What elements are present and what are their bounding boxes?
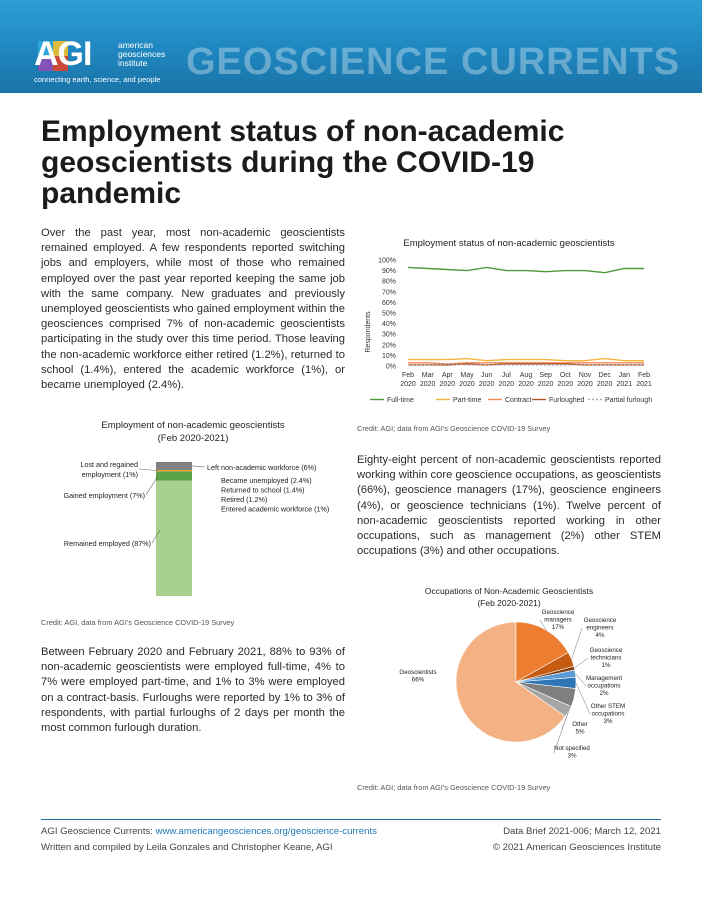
- x-tick-label: 2021: [616, 381, 633, 388]
- x-tick-label: 2020: [577, 381, 593, 388]
- line-chart-credit: Credit: AGI; data from AGI's Geoscience COVID-19 Survey: [357, 424, 551, 433]
- footer-copyright: © 2021 American Geosciences Institute: [492, 842, 661, 853]
- pie-label: Not specified: [554, 745, 590, 752]
- line-chart-ylabel: Respondents: [365, 311, 372, 353]
- footer-currents: AGI Geoscience Currents: www.americangeosciences.org/geoscience-currents: [41, 826, 377, 837]
- pie-label: Geoscience: [583, 617, 617, 624]
- leader-line: [575, 674, 586, 686]
- footer-databrief: Data Brief 2021-006; March 12, 2021: [503, 826, 661, 837]
- employment-status-line-chart: [356, 232, 662, 410]
- bar-label-lost: employment (1%): [81, 470, 138, 479]
- x-tick-label: 2020: [478, 381, 495, 388]
- bar-segment: [156, 470, 192, 471]
- y-tick-label: 50%: [381, 310, 396, 318]
- bar-segment: [156, 471, 192, 480]
- bar-label-remained: Remained employed (87%): [63, 539, 151, 548]
- x-tick-label: 2020: [400, 381, 416, 388]
- pie-label: 3%: [603, 718, 613, 725]
- x-tick-label: 2020: [439, 381, 456, 388]
- legend-label: Furloughed: [549, 397, 585, 404]
- pie-label: 3%: [567, 752, 577, 760]
- bar-label-lost: Lost and regained: [80, 460, 138, 469]
- y-tick-label: 40%: [381, 321, 396, 329]
- x-tick-label: Dec: [598, 372, 611, 379]
- x-tick-label: Jul: [501, 372, 511, 379]
- occupations-paragraph: Eighty-eight percent of non-academic geoscientists reported working within core geoscience occupations, as geoscientists (66%), geoscience managers (17%), geoscience engineers (4%), or geoscience technicians (1%). Twelve percent of non-academic geoscientists reported working in other occupations, such as management (2%) other STEM occupations (3%) and other occupations.: [357, 454, 661, 558]
- x-tick-label: Feb: [401, 372, 415, 379]
- y-tick-label: 0%: [385, 363, 396, 371]
- line-chart-title: Employment status of non-academic geoscientists: [403, 238, 615, 249]
- bar-label-left-detail: Entered academic workforce (1%): [221, 504, 330, 514]
- y-tick-label: 30%: [381, 331, 396, 339]
- x-tick-label: 2020: [596, 381, 613, 388]
- pie-chart-subtitle: (Feb 2020-2021): [477, 598, 541, 608]
- legend-label: Partial furlough: [605, 397, 653, 404]
- logo-org-name: american geosciences institute: [118, 40, 166, 68]
- y-tick-label: 70%: [381, 289, 396, 297]
- x-tick-label: Mar: [421, 372, 434, 379]
- logo-text: AGI: [34, 35, 92, 73]
- x-tick-label: Nov: [578, 372, 592, 379]
- pie-label: occupations: [587, 682, 621, 690]
- pie-label: managers: [544, 616, 572, 624]
- x-tick-label: 2020: [459, 381, 475, 388]
- pie-label: Geoscience: [541, 609, 575, 616]
- legend-label: Part-time: [453, 397, 482, 404]
- x-tick-label: May: [460, 372, 474, 379]
- page-title: Employment status of non-academic geoscientists during the COVID-19 pandemic: [41, 115, 565, 210]
- logo-tagline: connecting earth, science, and people: [34, 75, 161, 84]
- x-tick-label: Feb: [637, 372, 651, 379]
- bar-chart-title: Employment of non-academic geoscientists: [101, 420, 285, 431]
- x-tick-label: Aug: [519, 372, 533, 379]
- occupations-pie-chart: [356, 582, 662, 774]
- x-tick-label: 2020: [518, 381, 534, 388]
- pie-chart-credit: Credit: AGI; data from AGI's Geoscience COVID-19 Survey: [357, 783, 551, 792]
- pie-label: occupations: [591, 710, 625, 718]
- bar-label-left: Left non-academic workforce (6%): [207, 463, 317, 472]
- pie-label: 2%: [599, 690, 609, 697]
- agi-logo[interactable]: [34, 37, 174, 87]
- footer-link[interactable]: www.americangeosciences.org/geoscience-currents: [155, 826, 377, 837]
- footer-authors: Written and compiled by Leila Gonzales and Christopher Keane, AGI: [41, 842, 333, 853]
- employment-stacked-bar-chart: [41, 412, 345, 608]
- pie-chart-title: Occupations of Non-Academic Geoscientists: [424, 586, 594, 596]
- legend-label: Contract: [505, 397, 532, 404]
- pie-label: 1%: [601, 662, 611, 669]
- leader-line: [574, 658, 588, 668]
- x-tick-label: 2020: [498, 381, 515, 388]
- x-tick-label: Sep: [539, 372, 552, 379]
- pie-label: 66%: [411, 676, 425, 684]
- leader-line: [139, 469, 158, 471]
- pie-label: 4%: [595, 632, 605, 639]
- series-line-full-time: [408, 267, 644, 272]
- x-tick-label: Jan: [618, 372, 630, 379]
- x-tick-label: 2021: [636, 381, 652, 388]
- fulltime-paragraph: Between February 2020 and February 2021, 88% to 93% of non-academic geoscientists were employed full-time, 4% to 7% were employed part-time, and 1% to 3% were employed on a contract-basis. Furloughs were reported by 1% to 3% of respondents, with partial furloughs of 2 days per month the most common furlough duration.: [41, 646, 345, 735]
- y-tick-label: 10%: [381, 352, 396, 360]
- pie-label: Geoscientists: [399, 669, 437, 676]
- pie-label: engineers: [586, 624, 614, 632]
- bar-label-left-detail: Became unemployed (2.4%): [221, 476, 312, 485]
- pie-label: Geoscience: [589, 647, 623, 654]
- series-line-part-time: [408, 359, 644, 361]
- y-tick-label: 20%: [381, 342, 396, 350]
- footer-divider: [41, 819, 661, 820]
- x-tick-label: 2020: [537, 381, 554, 388]
- bar-label-gained: Gained employment (7%): [63, 491, 145, 500]
- y-tick-label: 80%: [381, 278, 396, 286]
- pie-label: 5%: [575, 728, 585, 736]
- bar-label-left-detail: Returned to school (1.4%): [221, 485, 305, 495]
- series-title: GEOSCIENCE CURRENTS: [186, 41, 681, 83]
- pie-label: 17%: [551, 624, 565, 631]
- y-tick-label: 60%: [381, 299, 396, 307]
- pie-label: technicians: [590, 654, 622, 662]
- header-banner: [0, 0, 702, 93]
- bar-segment: [156, 481, 192, 596]
- bar-label-left-detail: Retired (1.2%): [221, 495, 268, 504]
- pie-label: Other: [572, 721, 588, 728]
- bar-chart-subtitle: (Feb 2020-2021): [157, 433, 229, 444]
- pie-label: Other STEM: [590, 703, 626, 710]
- y-tick-label: 90%: [381, 268, 396, 276]
- y-tick-label: 100%: [378, 257, 396, 265]
- bar-segment: [156, 462, 192, 470]
- x-tick-label: Apr: [441, 372, 453, 379]
- legend-label: Full-time: [387, 397, 414, 404]
- x-tick-label: 2020: [419, 381, 436, 388]
- intro-paragraph: Over the past year, most non-academic geoscientists remained employed. A few respondents reported switching jobs and employers, while most of those who remained employed over the past year reported keeping the same job with the same company. New graduates and previously unemployed geoscientists who gained employment within the geosciences comprised 7% of non-academic geoscientists participating in the study over this time period. Those leaving the non-academic workforce either retired (1.2%), returned to school (1.4%), entered the academic workforce (1%), or became unemployed (2.4%).: [41, 227, 345, 392]
- x-tick-label: Jun: [481, 372, 493, 379]
- leader-line: [192, 466, 205, 467]
- bar-chart-credit: Credit: AGI, data from AGI's Geoscience COVID-19 Survey: [41, 618, 235, 627]
- pie-label: Management: [585, 675, 623, 682]
- x-tick-label: Oct: [559, 372, 571, 379]
- leader-line: [572, 628, 583, 659]
- x-tick-label: 2020: [557, 381, 574, 388]
